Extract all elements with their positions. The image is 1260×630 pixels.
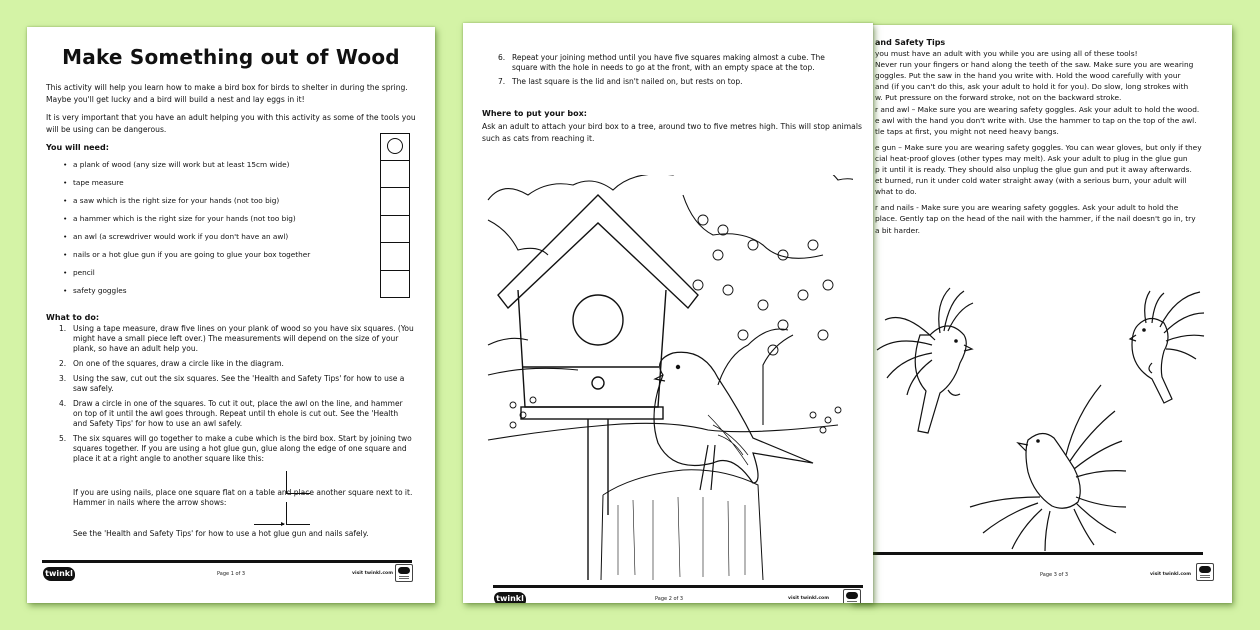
tips-line: cial heat-proof gloves (other types may melt). Ask your adult to plug in the glue gun xyxy=(875,153,1188,163)
steps-list xyxy=(59,324,414,464)
step-item: 5. The six squares will go together to make a cube which is the bird box. Start by joining two squares together. If you are using a hot glue gun, glue along the edge of one square and place it at a right angle to another square like this: xyxy=(59,434,412,463)
bird-icon xyxy=(877,288,973,433)
tips-line: w. Put pressure on the forward stroke, not on the backward stroke. xyxy=(875,93,1122,103)
tips-line: r and awl – Make sure you are wearing safety goggles. Ask your adult to hold the wood. xyxy=(875,104,1200,114)
square xyxy=(380,188,410,216)
warning-text: It is very important that you have an adult helping you with this activity as some of the tools you will be using can be dangerous. xyxy=(46,113,416,134)
page-title: Make Something out of Wood xyxy=(62,45,400,69)
birdhouse-icon xyxy=(498,195,698,580)
nails-text: If you are using nails, place one square flat on a table and place another square next to it. Hammer in nails where the arrow shows: xyxy=(73,488,413,507)
footer-divider xyxy=(493,585,863,588)
material-item: • tape measure xyxy=(63,178,383,196)
material-item: • an awl (a screwdriver would work if you don't have an awl) xyxy=(63,232,383,250)
need-heading: You will need: xyxy=(46,143,109,152)
visit-link[interactable]: visit twinkl.com xyxy=(352,571,393,576)
tips-line: Never run your fingers or hand along the teeth of the saw. Make sure you are wearing xyxy=(875,60,1194,70)
arrow-icon xyxy=(254,524,284,525)
footer-divider xyxy=(873,552,1203,555)
health-safety-tips xyxy=(875,37,1232,236)
tips-line: r and nails - Make sure you are wearing safety goggles. Ask your adult to hold the xyxy=(875,203,1179,213)
see-tips-text: See the 'Health and Safety Tips' for how to use a hot glue gun and nails safely. xyxy=(73,529,369,538)
tips-heading: and Safety Tips xyxy=(875,38,946,47)
tree-trunk xyxy=(718,329,793,425)
six-squares-diagram xyxy=(380,133,410,298)
twinkl-badge-icon xyxy=(843,589,861,603)
tree-stump xyxy=(601,470,763,580)
square xyxy=(380,161,410,189)
tips-line: and (if you can't do this, ask your adult to hold it for you). Do slow, long strokes with xyxy=(875,82,1189,92)
material-item: • safety goggles xyxy=(63,286,383,304)
visit-link[interactable]: visit twinkl.com xyxy=(788,596,829,601)
tree-line xyxy=(488,175,853,205)
step-item: 4. Draw a circle in one of the squares. To cut it out, place the awl on the line, and hammer on top of it until the awl goes through. Repeat until th ehole is cut out. See the 'Health and Safety Tips' for how to use an awl safely. xyxy=(59,399,403,428)
page-number: Page 1 of 3 xyxy=(217,571,246,577)
robin-icon xyxy=(654,352,813,490)
step-item: 2. On one of the squares, draw a circle like in the diagram. xyxy=(59,359,284,368)
tips-line: e gun – Make sure you are wearing safety goggles. You can wear gloves, but only if they xyxy=(875,142,1202,152)
circle-hole-icon xyxy=(387,138,403,154)
worksheet-page-2 xyxy=(463,23,873,603)
tips-line: e awl with the hand you don't write with. Use the hammer to tap on the top of the awl. xyxy=(875,115,1197,125)
step-item: 3. Using the saw, cut out the six squares. See the 'Health and Safety Tips' for how to use a saw safely. xyxy=(59,374,405,393)
ground-line xyxy=(488,368,838,440)
materials-list xyxy=(63,160,383,304)
page-number: Page 3 of 3 xyxy=(1040,572,1069,578)
steps-list-continued xyxy=(498,53,843,87)
flying-birds-illustration xyxy=(870,265,1230,555)
square xyxy=(380,271,410,299)
nail-joint-diagram xyxy=(286,502,310,525)
tips-line: you must have an adult with you while you are using all of these tools! xyxy=(875,49,1138,59)
material-item: • pencil xyxy=(63,268,383,286)
foliage-detail xyxy=(488,195,823,345)
square xyxy=(380,216,410,244)
step-item: 7. The last square is the lid and isn't nailed on, but rests on top. xyxy=(498,77,743,86)
where-text: Ask an adult to attach your bird box to a tree, around two to five metres high. This will stop animals such as cats from reaching it. xyxy=(482,122,862,143)
intro-text: This activity will help you learn how to make a bird box for birds to shelter in during the spring. Maybe you'll get lucky and a bird will build a nest and lay eggs in it! xyxy=(46,83,408,104)
footer-divider xyxy=(42,560,412,563)
material-item: • a hammer which is the right size for your hands (not too big) xyxy=(63,214,383,232)
material-item: • nails or a hot glue gun if you are going to glue your box together xyxy=(63,250,383,268)
tips-line: goggles. Put the saw in the hand you write with. Hold the wood carefully with your xyxy=(875,71,1181,81)
tips-line: a bit harder. xyxy=(875,225,920,235)
material-item: • a saw which is the right size for your hands (not too big) xyxy=(63,196,383,214)
square xyxy=(380,243,410,271)
twinkl-logo: twinkl xyxy=(43,567,75,581)
blossoms xyxy=(510,215,841,433)
step-item: 1. Using a tape measure, draw five lines on your plank of wood so you have six squares. (You might have a small piece left over.) The measurements will depend on the size of your plank, so have an adult help you. xyxy=(59,324,414,353)
visit-link[interactable]: visit twinkl.com xyxy=(1150,572,1191,577)
tips-line: et burned, run it under cold water straight away (with a serious burn, your adult will xyxy=(875,176,1187,186)
bird-icon xyxy=(1130,291,1204,403)
twinkl-badge-icon xyxy=(395,564,413,582)
tips-line: place. Gently tap on the head of the nail with the hammer, if the nail doesn't go in, try xyxy=(875,214,1196,224)
where-heading: Where to put your box: xyxy=(482,109,587,118)
bird-box-illustration xyxy=(483,175,853,580)
worksheet-page-3 xyxy=(850,25,1232,603)
twinkl-badge-icon xyxy=(1196,563,1214,581)
tips-line: what to do. xyxy=(875,187,917,197)
material-item: • a plank of wood (any size will work but at least 15cm wide) xyxy=(63,160,383,178)
square-with-hole xyxy=(380,133,410,161)
tips-line: p it until it is ready. They should also unplug the glue gun and put it away afterwards. xyxy=(875,165,1192,175)
step-item: 6. Repeat your joining method until you have five squares making almost a cube. The square with the hole in needs to go at the front, with an empty space at the top. xyxy=(498,53,825,72)
worksheet-page-1 xyxy=(27,27,435,603)
page-number: Page 2 of 3 xyxy=(655,596,684,602)
twinkl-logo: twinkl xyxy=(494,592,526,603)
bird-icon xyxy=(970,385,1126,551)
todo-heading: What to do: xyxy=(46,313,100,322)
tips-line: tle taps at first, you might not need heavy bangs. xyxy=(875,126,1059,136)
